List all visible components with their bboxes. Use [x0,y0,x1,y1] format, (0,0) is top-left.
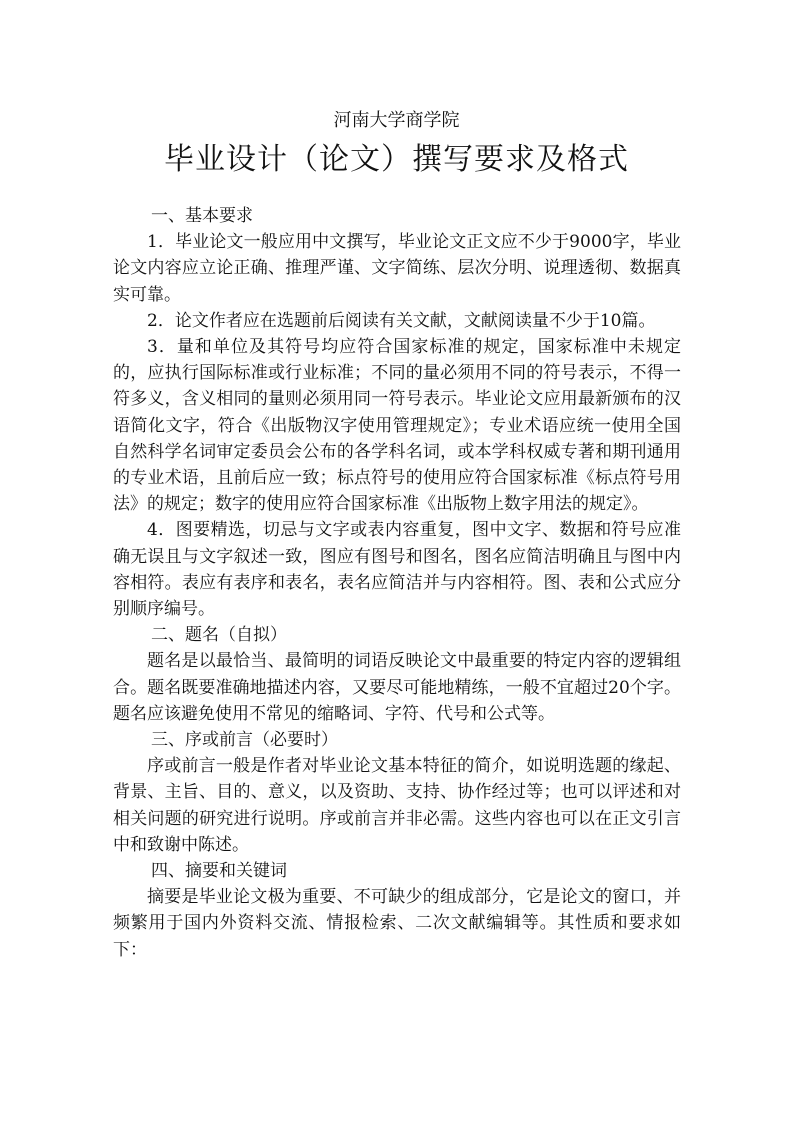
paragraph: 2．论文作者应在选题前后阅读有关文献，文献阅读量不少于10篇。 [147,310,656,331]
section-heading-abstract-keywords: 四、摘要和关键词 [151,861,287,882]
paragraph: 序或前言一般是作者对毕业论文基本特征的简介，如说明选题的缘起、背景、主旨、目的、意义，以及资助、支持、协作经过等；也可以评述和对相关问题的研究进行说明。序或前言并非必需。这些内容也可以在正文引言中和致谢中陈述。 [113,756,681,855]
section-heading-preface: 三、序或前言（必要时） [151,730,338,751]
document-body [113,203,681,963]
document-title: 毕业设计（论文）撰写要求及格式 [164,142,629,177]
institution-name: 河南大学商学院 [333,110,460,131]
paragraph: 题名是以最恰当、最简明的词语反映论文中最重要的特定内容的逻辑组合。题名既要准确地描述内容，又要尽可能地精练，一般不宜超过20个字。题名应该避免使用不常见的缩略词、字符、代号和公式等。 [113,651,681,724]
paragraph: 摘要是毕业论文极为重要、不可缺少的组成部分，它是论文的窗口，并频繁用于国内外资料交流、情报检索、二次文献编辑等。其性质和要求如下： [113,887,681,960]
paragraph: 3．量和单位及其符号均应符合国家标准的规定，国家标准中未规定的，应执行国际标准或行业标准；不同的量必须用不同的符号表示，不得一符多义，含义相同的量则必须用同一符号表示。毕业论文应用最新颁布的汉语简化文字，符合《出版物汉字使用管理规定》；专业术语应统一使用全国自然科学名词审定委员会公布的各学科名词，或本学科权威专著和期刊通用的专业术语，且前后应一致；标点符号的使用应符合国家标准《标点符号用法》的规定；数字的使用应符合国家标准《出版物上数字用法的规定》。 [113,337,681,515]
section-heading-title: 二、题名（自拟） [151,625,287,646]
section-heading-basic-requirements: 一、基本要求 [151,206,253,226]
paragraph: 4．图要精选，切忌与文字或表内容重复，图中文字、数据和符号应准确无误且与文字叙述一致，图应有图号和图名，图名应简洁明确且与图中内容相符。表应有表序和表名，表名应简洁并与内容相符。图、表和公式应分别顺序编号。 [113,520,681,620]
paragraph: 1．毕业论文一般应用中文撰写，毕业论文正文应不少于9000字，毕业论文内容应立论正确、推理严谨、文字简练、层次分明、说理透彻、数据真实可靠。 [113,232,681,305]
